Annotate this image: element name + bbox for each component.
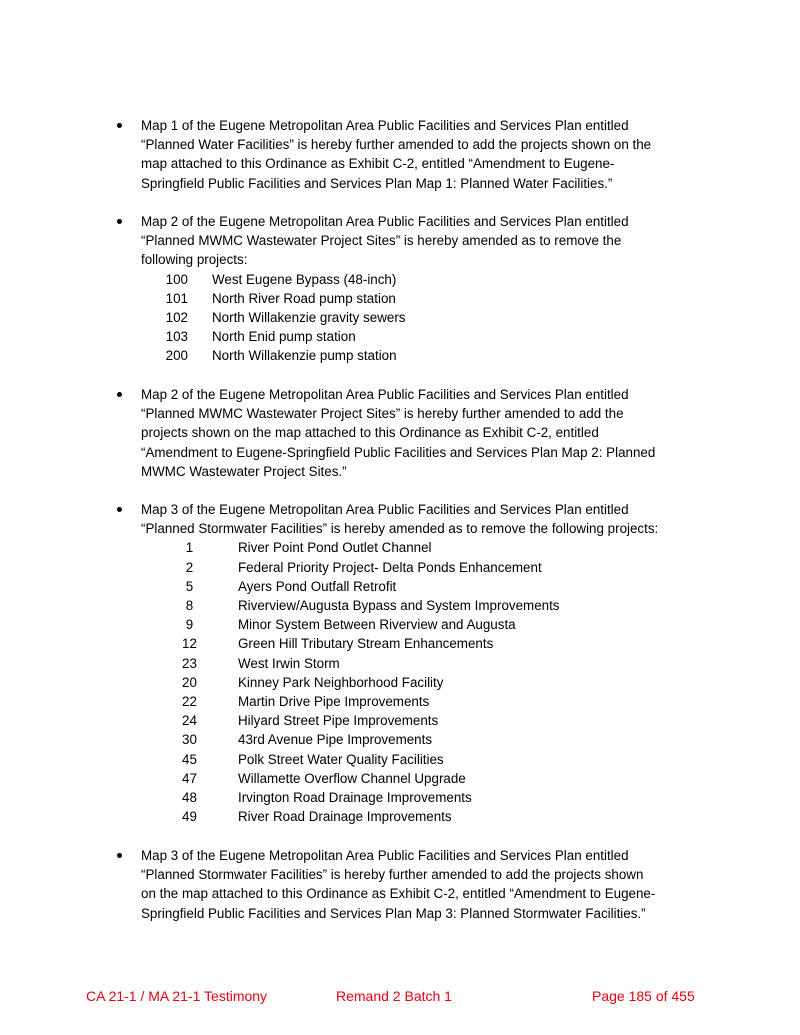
project-number: 45 [182, 751, 197, 767]
project-row [141, 596, 712, 615]
project-row [141, 750, 712, 769]
paragraph-line: Springfield Public Facilities and Services Plan Map 3: Planned Stormwater Facilities.” [141, 905, 646, 921]
paragraph-line: “Planned Stormwater Facilities” is hereby further amended to add the projects shown [141, 867, 644, 883]
bullet-dot [117, 853, 122, 858]
bullet-paragraph [141, 385, 712, 481]
project-number: 22 [182, 694, 197, 710]
bullet-item-map2-remove [117, 212, 712, 366]
project-number: 102 [165, 310, 188, 326]
paragraph-line: “Planned Stormwater Facilities” is hereby amended as to remove the following projects: [141, 521, 659, 537]
paragraph-line: Map 2 of the Eugene Metropolitan Area Public Facilities and Services Plan entitled [141, 387, 629, 402]
project-number: 20 [182, 674, 197, 690]
project-row [141, 788, 712, 807]
project-row [141, 558, 712, 577]
project-name: Kinney Park Neighborhood Facility [238, 674, 444, 690]
bullet-paragraph [141, 846, 712, 923]
project-row [141, 769, 712, 788]
paragraph-line: MWMC Wastewater Project Sites.” [141, 463, 347, 479]
project-row [141, 327, 712, 346]
project-name: River Point Pond Outlet Channel [238, 540, 432, 556]
paragraph-line: “Planned MWMC Wastewater Project Sites” is hereby further amended to add the [141, 406, 624, 422]
project-name: Minor System Between Riverview and Augusta [238, 617, 516, 633]
project-row [141, 270, 712, 289]
project-row [141, 730, 712, 749]
project-row [141, 807, 712, 826]
project-number: 103 [165, 329, 188, 345]
project-number: 2 [185, 559, 194, 575]
project-name: Willamette Overflow Channel Upgrade [238, 770, 466, 786]
project-name: Irvington Road Drainage Improvements [238, 790, 472, 806]
paragraph-line: following projects: [141, 252, 248, 268]
project-row [141, 711, 712, 730]
project-row [141, 634, 712, 653]
project-row [141, 538, 712, 557]
project-row [141, 289, 712, 308]
project-name: Green Hill Tributary Stream Enhancements [238, 636, 494, 652]
paragraph-line: Springfield Public Facilities and Services Plan Map 1: Planned Water Facilities.” [141, 175, 613, 191]
paragraph-line: Map 1 of the Eugene Metropolitan Area Public Facilities and Services Plan entitled [141, 118, 629, 133]
project-number: 48 [182, 790, 197, 806]
project-name: Martin Drive Pipe Improvements [238, 694, 430, 710]
project-name: River Road Drainage Improvements [238, 809, 452, 825]
bullet-item-map3-add [117, 846, 712, 923]
project-name: Federal Priority Project- Delta Ponds Enhancement [238, 559, 542, 575]
project-name: North Willakenzie gravity sewers [212, 310, 406, 326]
bullet-dot [117, 507, 122, 512]
project-row [141, 346, 712, 365]
bullet-paragraph [141, 500, 712, 538]
project-number: 47 [182, 770, 197, 786]
bullet-item-map2-add [117, 385, 712, 481]
project-name: West Eugene Bypass (48-inch) [212, 271, 397, 287]
project-number: 49 [182, 809, 197, 825]
project-row [141, 615, 712, 634]
project-row [141, 308, 712, 327]
project-name: North Willakenzie pump station [212, 348, 397, 364]
paragraph-line: Map 3 of the Eugene Metropolitan Area Public Facilities and Services Plan entitled [141, 848, 629, 863]
project-number: 200 [165, 348, 188, 364]
project-number: 1 [185, 540, 194, 556]
bullet-dot [117, 219, 122, 224]
bullet-item-map3-remove [117, 500, 712, 826]
project-name: North Enid pump station [212, 329, 356, 345]
bullet-paragraph [141, 116, 712, 193]
project-number: 100 [165, 271, 188, 287]
paragraph-line: Map 2 of the Eugene Metropolitan Area Public Facilities and Services Plan entitled [141, 214, 629, 229]
page-footer [0, 988, 800, 1008]
project-name: West Irwin Storm [238, 655, 340, 671]
project-row [141, 654, 712, 673]
project-name: Hilyard Street Pipe Improvements [238, 713, 439, 729]
footer-page-number: Page 185 of 455 [592, 988, 695, 1004]
project-number: 30 [182, 732, 197, 748]
bullet-paragraph [141, 212, 712, 270]
project-list [141, 538, 712, 826]
project-name: Ayers Pond Outfall Retrofit [238, 578, 397, 594]
project-number: 24 [182, 713, 197, 729]
paragraph-line: map attached to this Ordinance as Exhibit C-2, entitled “Amendment to Eugene- [141, 156, 615, 172]
project-number: 23 [182, 655, 197, 671]
bullet-dot [117, 392, 122, 397]
project-name: Riverview/Augusta Bypass and System Improvements [238, 598, 560, 614]
bullet-dot [117, 123, 122, 128]
paragraph-line: on the map attached to this Ordinance as Exhibit C-2, entitled “Amendment to Eugene- [141, 886, 656, 902]
project-name: 43rd Avenue Pipe Improvements [238, 732, 433, 748]
paragraph-line: “Amendment to Eugene-Springfield Public Facilities and Services Plan Map 2: Planned [141, 444, 656, 460]
paragraph-line: projects shown on the map attached to this Ordinance as Exhibit C-2, entitled [141, 425, 599, 441]
paragraph-line: “Planned Water Facilities” is hereby further amended to add the projects shown on the [141, 137, 652, 153]
project-number: 9 [185, 617, 194, 633]
project-number: 12 [182, 636, 197, 652]
project-number: 5 [185, 578, 194, 594]
paragraph-line: “Planned MWMC Wastewater Project Sites” is hereby amended as to remove the [141, 233, 622, 249]
project-list [141, 270, 712, 366]
project-name: Polk Street Water Quality Facilities [238, 751, 444, 767]
project-row [141, 577, 712, 596]
footer-batch: Remand 2 Batch 1 [336, 988, 452, 1004]
project-row [141, 673, 712, 692]
footer-document-id: CA 21-1 / MA 21-1 Testimony [86, 988, 268, 1004]
project-number: 101 [165, 290, 188, 306]
project-number: 8 [185, 598, 194, 614]
project-name: North River Road pump station [212, 290, 396, 306]
paragraph-line: Map 3 of the Eugene Metropolitan Area Public Facilities and Services Plan entitled [141, 502, 629, 517]
project-row [141, 692, 712, 711]
bullet-item-map1-add [117, 116, 712, 193]
